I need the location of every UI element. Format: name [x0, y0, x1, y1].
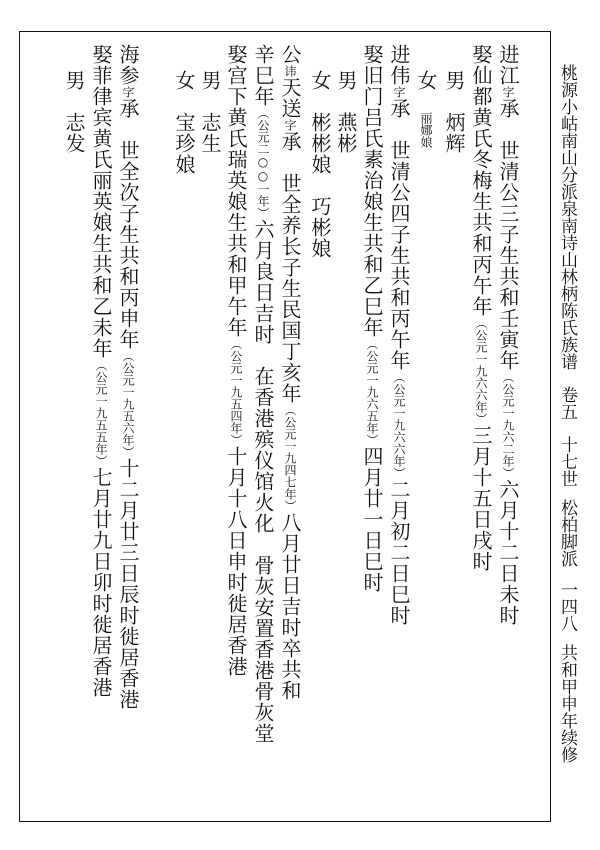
branch-label: 松柏脚派: [557, 499, 577, 567]
annotation-text: （公元一九四七年）: [283, 404, 297, 512]
column-text: 世全养长子生民国丁亥年: [278, 152, 302, 404]
text-column-2: [469, 44, 493, 572]
column-text: 世清公四子生共和丙午年: [387, 119, 411, 371]
text-column-10: [251, 44, 275, 744]
text-column-9: [278, 44, 302, 701]
text-column-12: [198, 70, 222, 154]
text-column-7: [334, 70, 358, 154]
text-column-15: [89, 44, 113, 698]
column-text: 八月廿日吉时卒共和: [278, 512, 302, 701]
text-column-3: [442, 70, 466, 154]
text-column-16: [62, 70, 86, 154]
annotation-text: （公元二○○一年）: [256, 107, 270, 219]
column-text: 六月十二日未时: [496, 479, 520, 626]
text-column-4: [414, 70, 438, 148]
text-column-6: [360, 44, 384, 593]
column-text: 承: [116, 98, 140, 119]
book-title: 桃源小岵南山分派泉南诗山林柄陈氏族谱: [557, 64, 577, 370]
column-text: 娶旧门吕氏素治娘生共和乙巳年: [360, 44, 384, 338]
column-text: 男 志发: [62, 70, 86, 154]
column-text: 进江: [496, 44, 520, 86]
annotation-text: （公元一九六六年）: [474, 317, 488, 425]
running-header: [556, 64, 578, 763]
column-text: 男 志生: [198, 70, 222, 154]
column-text: 世全次子生共和丙申年: [116, 119, 140, 350]
column-text: 承: [496, 98, 520, 119]
column-text: 娶仙都黄氏冬梅生共和丙午年: [469, 44, 493, 317]
annotation-text: 字: [392, 86, 406, 98]
column-text: 七月廿九日卯时徙居香港: [89, 467, 113, 698]
column-text: 四月廿一日巳时: [360, 446, 384, 593]
column-text: 娶菲律宾黄氏丽英娘生共和乙未年: [89, 44, 113, 359]
column-text: 女 彬彬娘 巧彬娘: [308, 70, 332, 259]
column-text: 辛巳年: [251, 44, 275, 107]
page-number: 一四八: [557, 581, 577, 632]
column-text: 公: [278, 44, 302, 65]
column-text: 天送: [278, 77, 302, 119]
volume-label: 卷五: [557, 386, 577, 420]
column-text: 世清公三子生共和壬寅年: [496, 119, 520, 371]
text-column-5: [387, 44, 411, 626]
edition-label: 共和甲申年续修: [557, 644, 577, 763]
annotation-text: （公元一九五五年）: [94, 359, 108, 467]
annotation-text: 字: [283, 119, 297, 131]
column-text: 女 宝珍娘: [172, 70, 196, 175]
annotation-text: （公元一九六六年）: [392, 371, 406, 479]
column-text: 承: [278, 131, 302, 152]
column-text: 三月十五日戌时: [469, 425, 493, 572]
column-text: 二月初二日巳时: [387, 479, 411, 626]
column-text: 女: [414, 70, 438, 112]
generation-label: 十七世: [557, 436, 577, 487]
column-text: 十二月廿三日辰时徙居香港: [116, 458, 140, 710]
annotation-text: 字: [501, 86, 515, 98]
annotation-text: 字: [121, 86, 135, 98]
annotation-text: （公元一九五四年）: [229, 338, 243, 446]
column-text: 娶宫下黄氏瑞英娘生共和甲午年: [224, 44, 248, 338]
annotation-text: 丽娜娘: [419, 112, 433, 148]
annotation-text: （公元一九六二年）: [501, 371, 515, 479]
column-text: 十月十八日申时徙居香港: [224, 446, 248, 677]
annotation-text: 讳: [283, 65, 297, 77]
text-column-11: [224, 44, 248, 677]
text-column-14: [116, 44, 140, 710]
annotation-text: （公元一九六五年）: [365, 338, 379, 446]
column-text: 海参: [116, 44, 140, 86]
annotation-text: （公元一九五六年）: [121, 350, 135, 458]
column-text: 进伟: [387, 44, 411, 86]
column-text: 男 炳辉: [442, 70, 466, 154]
column-text: 承: [387, 98, 411, 119]
text-column-13: [172, 70, 196, 175]
column-text: 六月良日吉时 在香港殡仪馆火化 骨灰安置香港骨灰堂: [251, 219, 275, 744]
column-text: 男 燕彬: [334, 70, 358, 154]
text-column-1: [496, 44, 520, 626]
text-column-8: [308, 70, 332, 259]
